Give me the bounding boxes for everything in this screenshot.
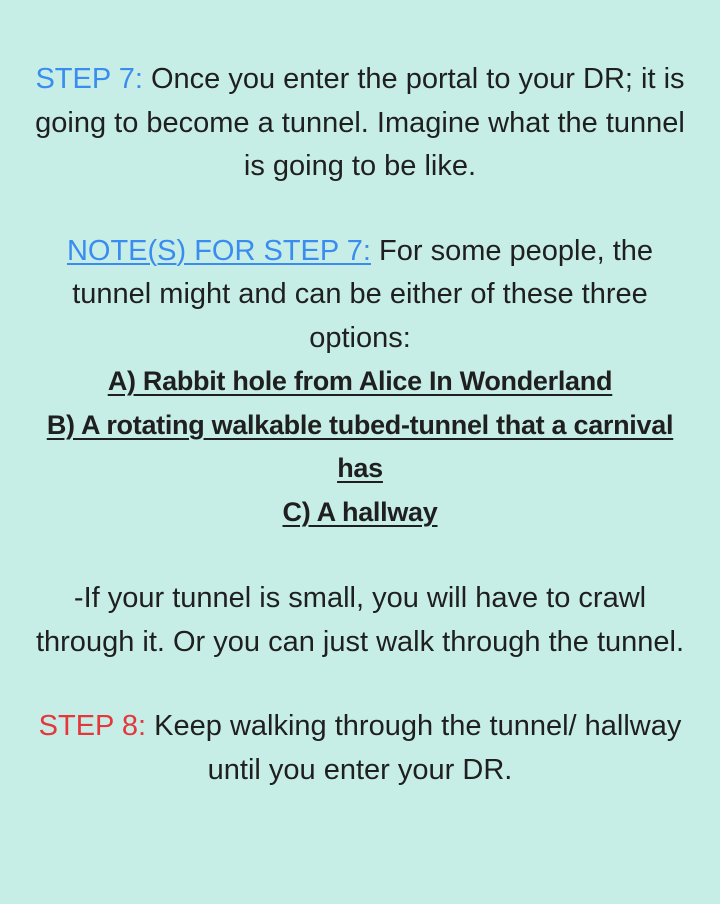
step-7-note-label: NOTE(S) FOR STEP 7: <box>66 234 371 267</box>
step-7-text: Once you enter the portal to your DR; it is going to become a tunnel. Imagine what the tunnel is going to be like. <box>35 63 685 182</box>
step-7-note-text: For some people, the tunnel might and can be either of these three options: <box>72 234 654 354</box>
option-a <box>30 360 690 404</box>
step-7-paragraph <box>30 58 690 189</box>
step-7-label: STEP 7: <box>35 63 143 95</box>
option-c <box>30 491 690 535</box>
option-b <box>30 404 690 491</box>
tunnel-tip-paragraph: -If your tunnel is small, you will have to crawl through it. Or you can just walk through the tunnel. <box>35 582 685 658</box>
option-c-text: C) A hallway <box>282 496 438 527</box>
step-8-paragraph <box>30 705 690 792</box>
step-7-note <box>30 230 690 535</box>
option-a-text: A) Rabbit hole from Alice In Wonderland <box>107 366 613 396</box>
step-8-text: Keep walking through the tunnel/ hallway until you enter your DR. <box>146 710 682 786</box>
step-8-label: STEP 8: <box>38 710 147 742</box>
tunnel-options <box>30 360 690 534</box>
option-b-text: B) A rotating walkable tubed-tunnel that a carnival has <box>46 409 674 483</box>
step-7-note-paragraph <box>30 230 690 361</box>
